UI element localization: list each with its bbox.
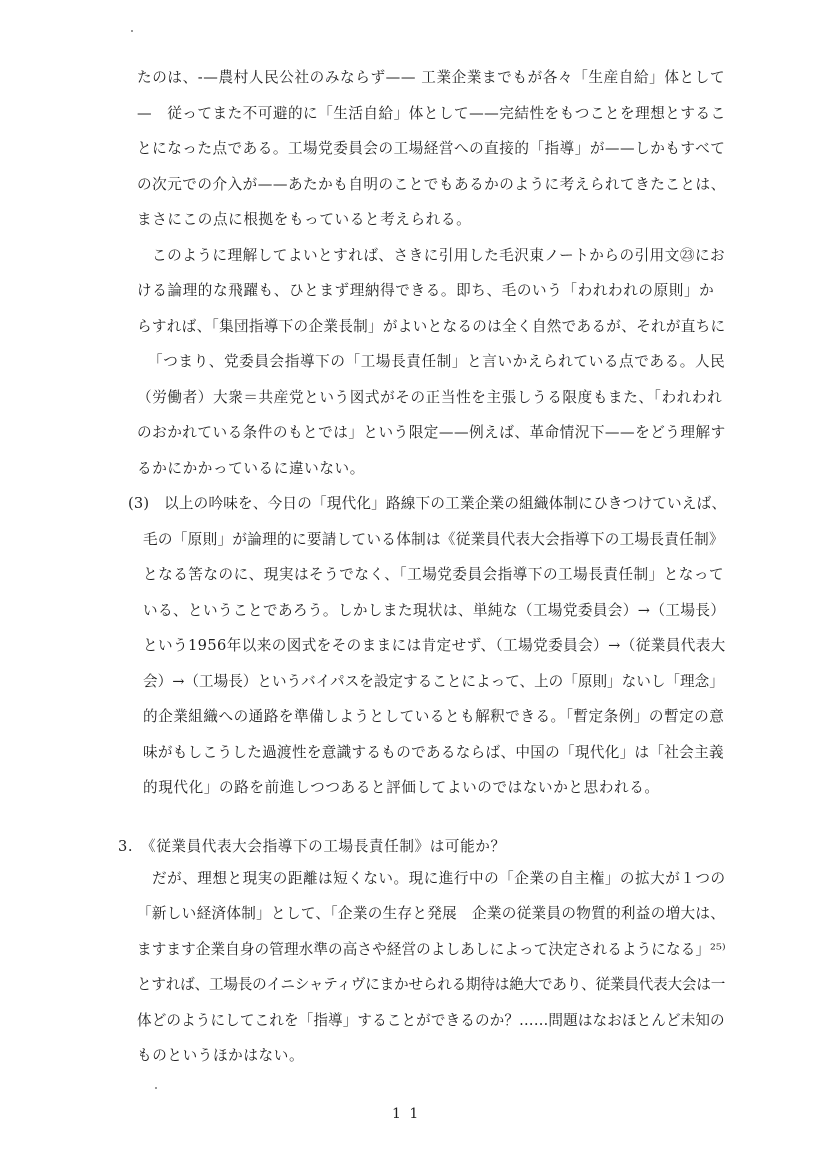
text-line-5: まさにこの点に根拠をもっていると考えられる。 [137,211,472,228]
text-line-10: （労働者）大衆＝共産党という図式がその正当性を主張しうる限度もまた、「われわれ [137,389,723,406]
text-line-7: ける論理的な飛躍も、ひとまず理納得できる。即ち、毛のいう「われわれの原則」か [137,282,715,299]
text-line-23: だが、理想と現実の距離は短くない。現に進行中の「企業の自主権」の拡大が１つの [152,870,726,887]
text-line-11: のおかれている条件のもとでは」という限定——例えば、革命情況下——をどう理解す [137,424,726,441]
text-line-21: 的現代化」の路を前進しつつあると評価してよいのではないかと思われる。 [143,779,660,796]
text-line-25: ますます企業自身の管理水準の高さや経営のよしあしによって決定されるようになる」²⁵⁾ [137,941,726,958]
text-line-18: 会）→（工場長）というバイパスを設定することによって、上の「原則」ないし「理念」 [143,673,724,690]
text-line-27: 体どのようにしてこれを「指導」することができるのか？……問題はなおほとんど未知の [137,1012,725,1029]
text-line-15: となる筈なのに、現実はそうでなく、「工場党委員会指導下の工場長責任制」となって [143,566,725,583]
section-heading: 3. 《従業員代表大会指導下の工場長責任制》は可能か？ [118,838,506,855]
text-line-19: 的企業組織への通路を準備しようとしているとも解釈できる。「暫定条例」の暫定の意 [143,708,725,725]
page-number: 1 1 [392,1106,421,1122]
text-line-20: 味がもしこうした過渡性を意識するものであるならば、中国の「現代化」は「社会主義 [143,744,724,761]
text-line-6: このように理解してよいとすれば、さきに引用した毛沢東ノートからの引用文㉓にお [152,247,726,264]
text-line-12: るかにかかっているに違いない。 [137,460,365,477]
text-line-24: 「新しい経済体制」として、「企業の生存と発展 企業の従業員の物質的利益の増大は、 [137,905,726,922]
scan-speck [131,30,133,32]
scan-speck [155,1087,157,1089]
text-line-9: 「つまり、党委員会指導下の「工場長責任制」と言いかえられている点である。人民 [148,353,726,370]
text-line-1: たのは、-—農村人民公社のみならず—— 工業企業までもが各々「生産自給」体として [137,69,726,86]
text-line-17: という1956年以来の図式をそのままには肯定せず、（工場党委員会）→（従業員代表大 [143,637,726,654]
text-line-13: (3) 以上の吟味を、今日の「現代化」路線下の工業企業の組織体制にひきつけていえば、 [128,495,727,512]
text-line-28: ものというほかはない。 [137,1047,305,1064]
text-line-14: 毛の「原則」が論理的に要請している体制は《従業員代表大会指導下の工場長責任制》 [143,531,724,548]
text-line-16: いる、ということであろう。しかしまた現状は、単純な（工場党委員会）→（工場長） [143,602,726,619]
text-line-8: らすれば、「集団指導下の企業長制」がよいとなるのは全く自然であるが、それが直ちに [137,318,726,335]
text-line-4: の次元での介入が——あたかも自明のことでもあるかのように考えられてきたことは、 [137,176,726,193]
text-line-3: とになった点である。工場党委員会の工場経営への直接的「指導」が——しかもすべて [137,140,726,157]
text-line-2: — 従ってまた不可避的に「生活自給」体として——完結性をもつことを理想とするこ [137,105,726,122]
text-line-26: とすれば、工場長のイニシャティヴにまかせられる期待は絶大であり、従業員代表大会は一 [137,976,726,993]
